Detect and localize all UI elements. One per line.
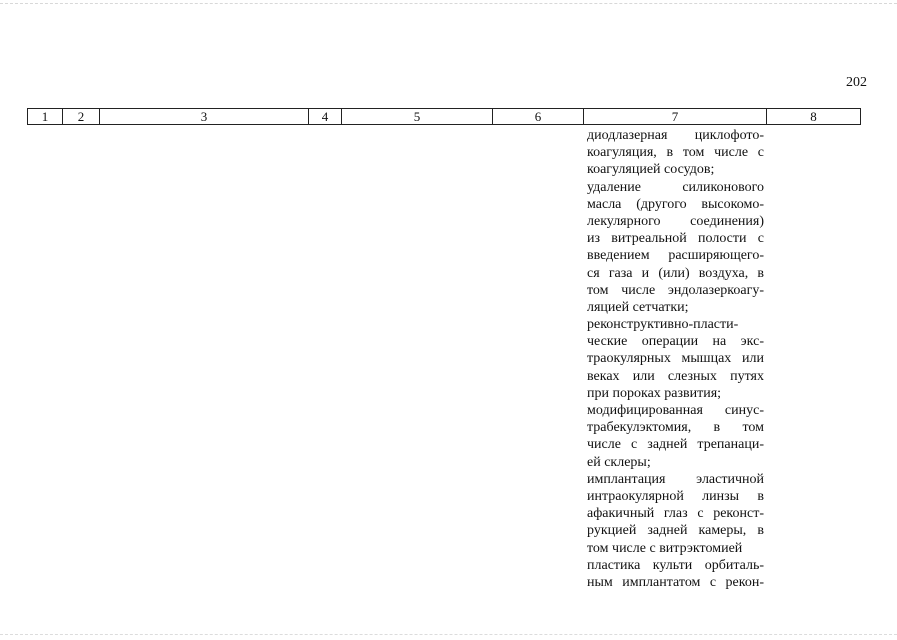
- text-line: лекулярного соединения): [587, 213, 764, 229]
- text-line: афакичный глаз с реконст-: [587, 506, 764, 522]
- text-line: веках или слезных путях: [587, 368, 764, 384]
- text-line: введением расширяющего-: [587, 248, 764, 264]
- text-line: удаление силиконового: [587, 179, 764, 195]
- page-number: 202: [846, 75, 867, 90]
- text-line: траокулярных мышцах или: [587, 351, 764, 367]
- column-number-header: [27, 108, 861, 125]
- text-line: имплантация эластичной: [587, 471, 764, 487]
- column-number-cell: 4: [309, 109, 342, 125]
- text-line: том числе эндолазеркоагу-: [587, 282, 764, 298]
- column-7-procedures-text: [587, 127, 764, 591]
- text-line: диодлазерная циклофото-: [587, 128, 764, 143]
- column-number-row: [28, 109, 861, 125]
- text-line: масла (другого высокомо-: [587, 196, 764, 212]
- text-line: числе с задней трепанаци-: [587, 437, 764, 453]
- text-line: модифицированная синус-: [587, 403, 764, 418]
- text-line: рукцией задней камеры, в: [587, 523, 764, 539]
- text-line: том числе с витрэктомией: [587, 540, 743, 556]
- text-line: ей склеры;: [587, 454, 651, 470]
- column-number-cell: 6: [493, 109, 584, 125]
- scan-bottom-edge: [0, 634, 897, 635]
- column-number-cell: 1: [28, 109, 63, 125]
- text-line: пластика культи орбиталь-: [587, 557, 764, 573]
- text-line: ляцией сетчатки;: [587, 299, 689, 315]
- text-line: интраокулярной линзы в: [587, 488, 764, 504]
- text-line: ся газа и (или) воздуха, в: [587, 265, 764, 281]
- text-line: ным имплантатом с рекон-: [587, 574, 764, 590]
- text-line: при пороках развития;: [587, 385, 722, 401]
- column-number-cell: 3: [100, 109, 309, 125]
- column-number-cell: 5: [342, 109, 493, 125]
- text-line: реконструктивно-пласти-: [587, 317, 739, 333]
- text-line: трабекулэктомия, в том: [587, 420, 764, 436]
- column-number-cell: 7: [584, 109, 767, 125]
- column-number-cell: 2: [63, 109, 100, 125]
- column-number-cell: 8: [767, 109, 861, 125]
- text-line: коагуляция, в том числе с: [587, 145, 764, 161]
- text-line: ческие операции на экс-: [587, 334, 764, 350]
- scan-top-edge: [0, 3, 897, 4]
- text-line: из витреальной полости с: [587, 231, 764, 247]
- text-line: коагуляцией сосудов;: [587, 162, 715, 178]
